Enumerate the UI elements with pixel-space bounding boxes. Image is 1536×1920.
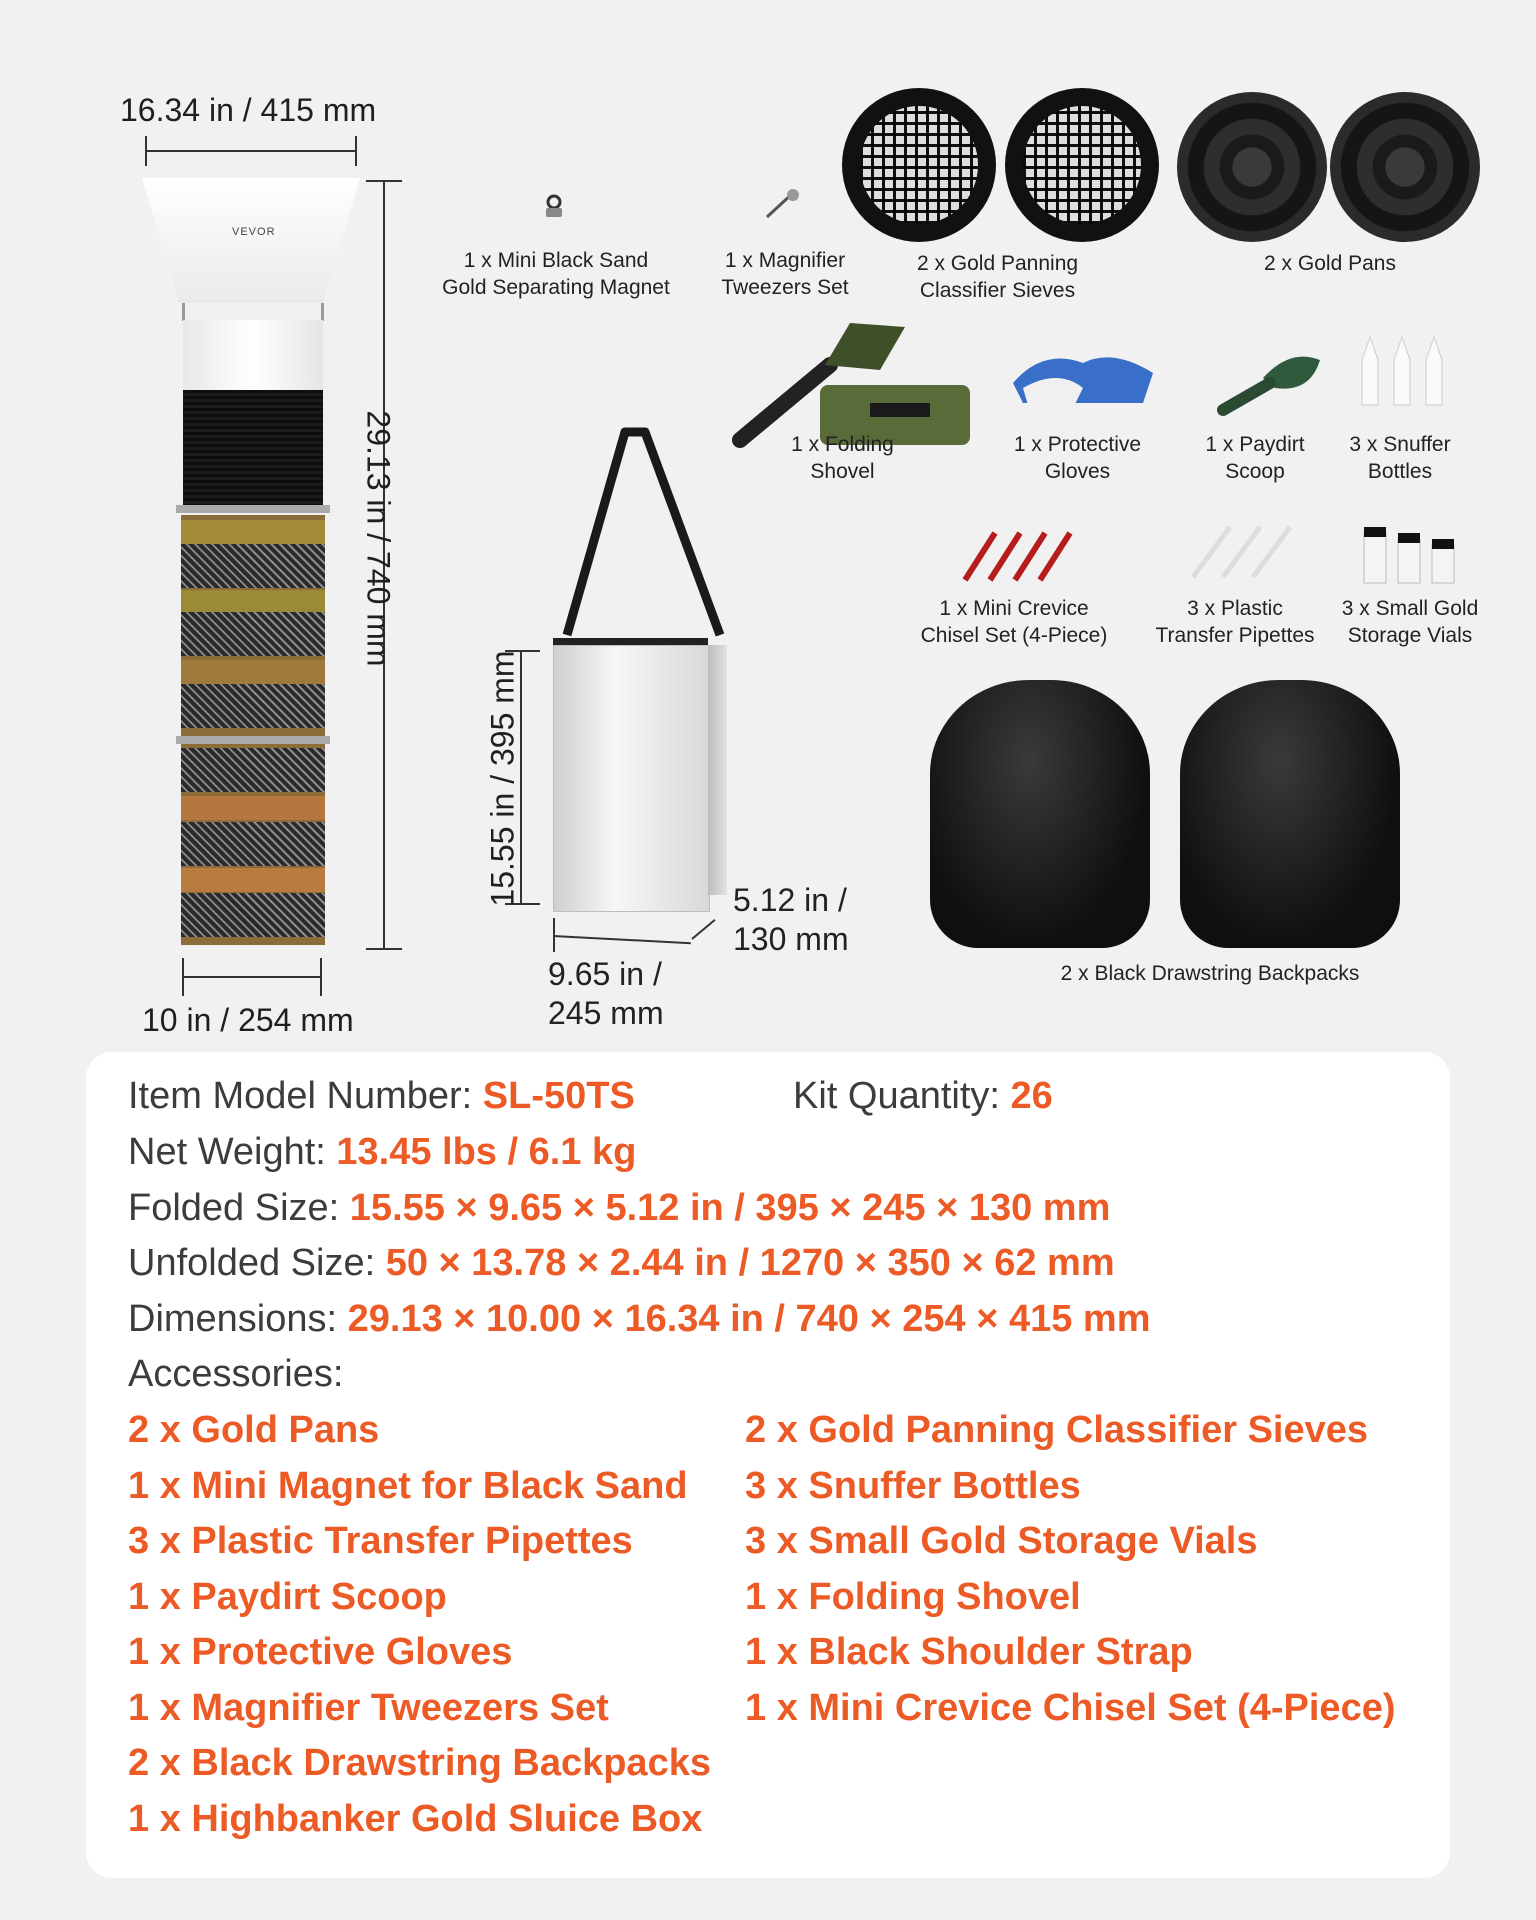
classifier-sieve bbox=[842, 88, 996, 242]
dim-tick bbox=[553, 918, 555, 952]
dimensions-row bbox=[128, 1298, 1150, 1341]
shovel-caption: 1 x Folding Shovel bbox=[791, 433, 894, 483]
accessories-heading: Accessories: bbox=[128, 1353, 344, 1395]
spec-label: Unfolded Size: bbox=[128, 1242, 386, 1284]
folded-box-side bbox=[708, 645, 727, 895]
dim-tick bbox=[355, 136, 357, 166]
spec-label: Net Weight: bbox=[128, 1131, 337, 1173]
net-weight-value: 13.45 lbs / 6.1 kg bbox=[336, 1131, 637, 1173]
hopper-frame bbox=[182, 303, 324, 321]
expanded-mesh bbox=[181, 822, 325, 866]
accessory-item: 2 x Gold Pans bbox=[128, 1409, 380, 1451]
dim-tick bbox=[145, 136, 147, 166]
shoulder-strap bbox=[555, 420, 735, 650]
dim-tick bbox=[366, 180, 402, 182]
hopper-width-line bbox=[145, 150, 357, 152]
magnet-caption: 1 x Mini Black Sand Gold Separating Magnet bbox=[442, 249, 670, 299]
riffle bbox=[181, 590, 325, 614]
sieve-mesh bbox=[860, 106, 978, 224]
folded-size-row bbox=[128, 1187, 1110, 1230]
unfolded-size-row bbox=[128, 1242, 1115, 1285]
accessory-item: 3 x Small Gold Storage Vials bbox=[745, 1520, 1258, 1562]
unfolded-size-value: 50 × 13.78 × 2.44 in / 1270 × 350 × 62 mm bbox=[385, 1242, 1115, 1284]
accessory-item: 2 x Black Drawstring Backpacks bbox=[128, 1742, 711, 1784]
folded-width-label: 9.65 in / 245 mm bbox=[548, 956, 664, 1031]
expanded-mesh bbox=[181, 612, 325, 656]
sluice-joint bbox=[176, 505, 330, 513]
folded-height-label: 15.55 in / 395 mm bbox=[484, 650, 521, 907]
gloves-icon bbox=[1003, 343, 1163, 413]
hopper-width-label: 16.34 in / 415 mm bbox=[120, 92, 377, 128]
storage-vials-icon bbox=[1360, 525, 1460, 587]
tweezers-caption: 1 x Magnifier Tweezers Set bbox=[721, 249, 849, 299]
drawstring-backpack bbox=[930, 680, 1150, 948]
gloves-caption: 1 x Protective Gloves bbox=[1013, 433, 1142, 483]
height-label: 29.13 in / 740 mm bbox=[360, 410, 397, 667]
sluice-hopper bbox=[142, 178, 360, 303]
snuffer-bottles-icon bbox=[1352, 335, 1452, 410]
sluice-upper-panel bbox=[183, 320, 323, 390]
spec-label: Folded Size: bbox=[128, 1187, 350, 1229]
folded-depth-line bbox=[691, 919, 715, 940]
bottles-caption: 3 x Snuffer Bottles bbox=[1349, 433, 1451, 483]
accessory-item: 3 x Plastic Transfer Pipettes bbox=[128, 1520, 633, 1562]
accessory-item: 1 x Mini Magnet for Black Sand bbox=[128, 1465, 688, 1507]
tweezers-icon bbox=[763, 187, 803, 221]
sluice-joint bbox=[176, 736, 330, 744]
dim-tick bbox=[320, 958, 322, 996]
accessory-item: 1 x Highbanker Gold Sluice Box bbox=[128, 1798, 703, 1840]
model-number-value: SL-50TS bbox=[482, 1075, 635, 1117]
classifier-sieve bbox=[1005, 88, 1159, 242]
sluice-carpet bbox=[183, 390, 323, 508]
magnet-icon bbox=[542, 193, 566, 221]
backpacks-caption: 2 x Black Drawstring Backpacks bbox=[1060, 962, 1360, 985]
expanded-mesh bbox=[181, 748, 325, 792]
scoop-icon bbox=[1215, 348, 1325, 418]
base-width-line bbox=[182, 976, 322, 978]
expanded-mesh bbox=[181, 544, 325, 588]
sieves-caption: 2 x Gold Panning Classifier Sieves bbox=[916, 252, 1079, 302]
chisel-caption: 1 x Mini Crevice Chisel Set (4-Piece) bbox=[920, 597, 1108, 647]
accessory-item: 1 x Protective Gloves bbox=[128, 1631, 513, 1673]
folded-width-line bbox=[553, 935, 691, 944]
model-number-row bbox=[128, 1075, 635, 1118]
pans-caption: 2 x Gold Pans bbox=[1264, 252, 1396, 275]
chisel-set-icon bbox=[955, 525, 1095, 585]
expanded-mesh bbox=[181, 684, 325, 728]
accessory-item: 2 x Gold Panning Classifier Sieves bbox=[745, 1409, 1369, 1451]
vials-caption: 3 x Small Gold Storage Vials bbox=[1341, 597, 1479, 647]
sieve-mesh bbox=[1023, 106, 1141, 224]
riffle bbox=[181, 520, 325, 544]
accessory-item: 3 x Snuffer Bottles bbox=[745, 1465, 1081, 1507]
drawstring-backpack bbox=[1180, 680, 1400, 948]
pipettes-icon bbox=[1185, 522, 1305, 582]
riffle bbox=[181, 796, 325, 820]
net-weight-row bbox=[128, 1131, 636, 1174]
base-width-label: 10 in / 254 mm bbox=[142, 1002, 354, 1038]
folded-depth-label: 5.12 in / 130 mm bbox=[733, 882, 849, 957]
scoop-caption: 1 x Paydirt Scoop bbox=[1205, 433, 1305, 483]
spec-label: Dimensions: bbox=[128, 1298, 348, 1340]
kit-quantity-value: 26 bbox=[1010, 1075, 1053, 1117]
dim-tick bbox=[366, 948, 402, 950]
brand-logo: VEVOR bbox=[232, 226, 276, 238]
riffle bbox=[181, 660, 325, 684]
gold-pan bbox=[1330, 92, 1480, 242]
accessory-item: 1 x Paydirt Scoop bbox=[128, 1576, 447, 1618]
accessory-item: 1 x Magnifier Tweezers Set bbox=[128, 1687, 609, 1729]
folded-size-value: 15.55 × 9.65 × 5.12 in / 395 × 245 × 130 mm bbox=[349, 1187, 1111, 1229]
folded-sluice-box bbox=[553, 645, 710, 912]
dim-tick bbox=[182, 958, 184, 996]
kit-quantity-row bbox=[793, 1075, 1053, 1118]
pipettes-caption: 3 x Plastic Transfer Pipettes bbox=[1155, 597, 1315, 647]
gold-pan bbox=[1177, 92, 1327, 242]
spec-label: Item Model Number: bbox=[128, 1075, 483, 1117]
riffle bbox=[181, 868, 325, 892]
accessory-item: 1 x Mini Crevice Chisel Set (4-Piece) bbox=[745, 1687, 1396, 1729]
accessory-item: 1 x Black Shoulder Strap bbox=[745, 1631, 1193, 1673]
expanded-mesh bbox=[181, 893, 325, 937]
spec-label: Kit Quantity: bbox=[793, 1075, 1011, 1117]
accessory-item: 1 x Folding Shovel bbox=[745, 1576, 1081, 1618]
dimensions-value: 29.13 × 10.00 × 16.34 in / 740 × 254 × 415 mm bbox=[347, 1298, 1151, 1340]
